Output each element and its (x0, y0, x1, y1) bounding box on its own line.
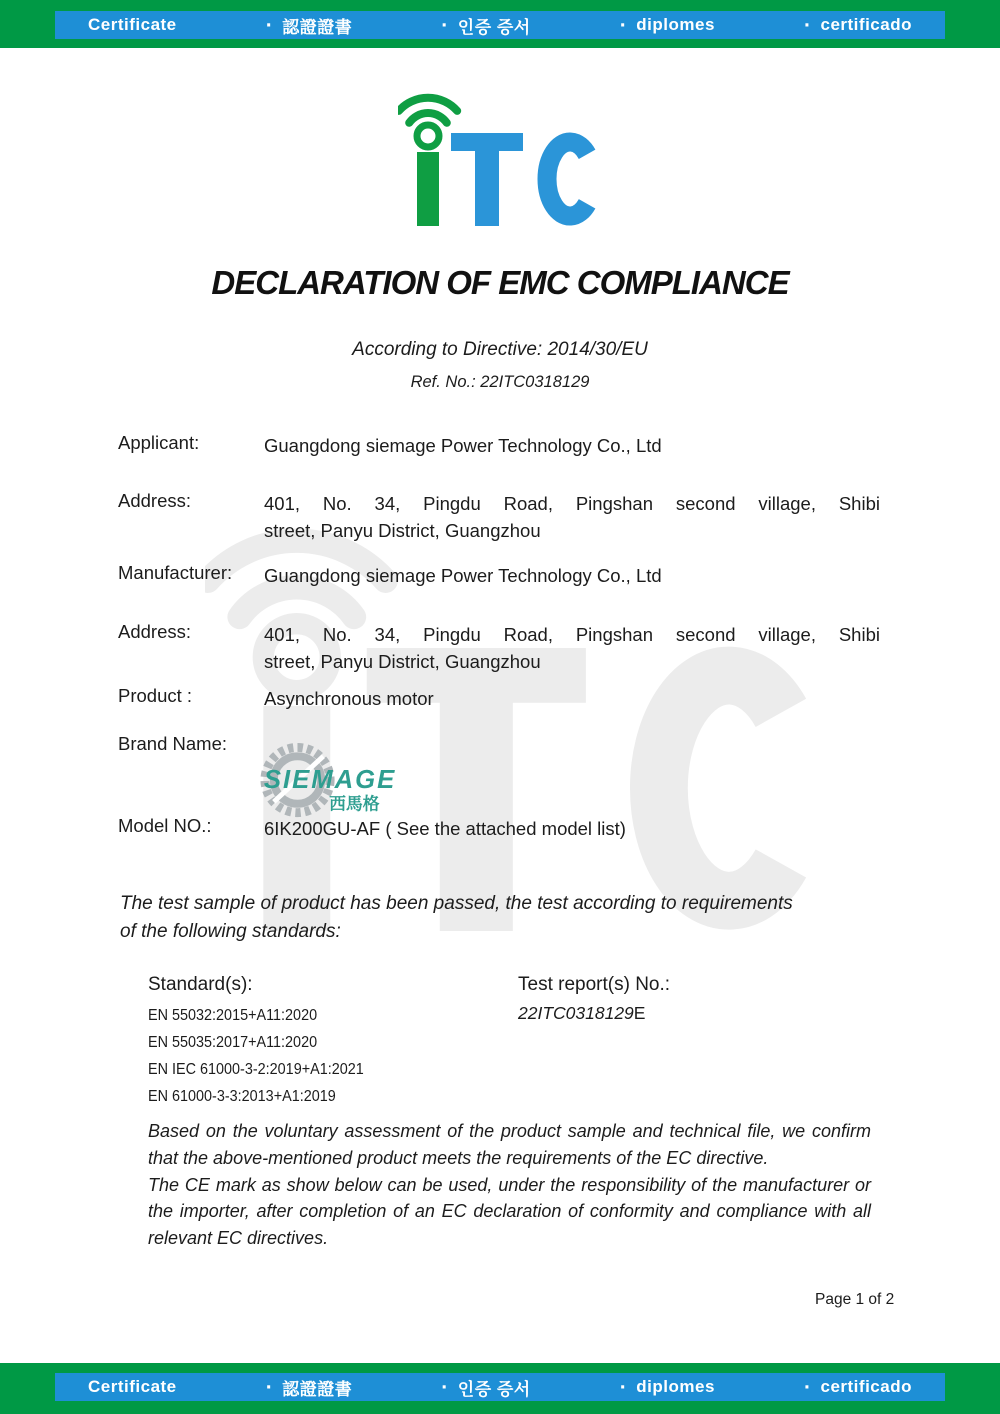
banner-label: 認證證書 (282, 1379, 353, 1399)
address-line: street, Panyu District, Guangzhou (264, 520, 541, 541)
conclusion-line: Based on the voluntary assessment of the product sample and technical file, we confirm (148, 1121, 871, 1141)
conclusion-line: that the above-mentioned product meets the requirements of the EC directive. (148, 1147, 769, 1168)
bullet-icon: · (804, 1375, 812, 1399)
address-value (264, 490, 880, 544)
intro-line: The test sample of product has been passed, the test according to requirements (120, 893, 793, 914)
brand-name-label: Brand Name: (118, 733, 227, 754)
banner-label: Certificate (88, 15, 177, 34)
banner-item-certificate (88, 1377, 177, 1397)
banner-label: diplomes (636, 1377, 715, 1396)
banner-item-korean (441, 1375, 530, 1400)
bullet-icon: · (265, 1375, 274, 1399)
banner-item-korean (441, 13, 530, 38)
banner-item-diplomes (620, 15, 715, 36)
standards-heading: Standard(s): (148, 974, 253, 995)
conclusion-paragraph (148, 1118, 871, 1252)
report-number-suffix: E (633, 1003, 646, 1023)
conclusion-line: The CE mark as show below can be used, under the responsibility of the manufacturer or (148, 1174, 871, 1195)
applicant-value: Guangdong siemage Power Technology Co., Ltd (264, 435, 662, 456)
manufacturer-value: Guangdong siemage Power Technology Co., Ltd (264, 565, 662, 586)
product-value: Asynchronous motor (264, 688, 434, 709)
banner-label: certificado (820, 1377, 912, 1396)
page-title: DECLARATION OF EMC COMPLIANCE (211, 264, 789, 301)
address-label: Address: (118, 621, 192, 642)
siemage-brand-logo (258, 740, 426, 824)
standard-item: EN 61000-3-3:2013+A1:2019 (148, 1088, 336, 1105)
conclusion-line: the importer, after completion of an EC declaration of conformity and compliance with all (148, 1201, 871, 1222)
wifi-arc-icon (399, 98, 457, 111)
page-number: Page 1 of 2 (815, 1291, 895, 1308)
intro-line: of the following standards: (120, 920, 341, 942)
banner-item-certificado (804, 15, 912, 36)
directive-line: According to Directive: 2014/30/EU (352, 339, 648, 360)
banner-label: 인증 증서 (457, 17, 531, 37)
address-label: Address: (118, 490, 192, 511)
address-line: 401, No. 34, Pingdu Road, Pingshan second village, Shibi (264, 624, 880, 645)
standards-list (148, 1002, 388, 1110)
logo-letter-c (547, 142, 587, 216)
standard-item: EN 55032:2015+A11:2020 (148, 1007, 318, 1024)
bullet-icon: · (265, 13, 274, 37)
banner-label: 認證證書 (282, 17, 353, 37)
conclusion-line: relevant EC directives. (148, 1228, 329, 1249)
test-report-heading: Test report(s) No.: (518, 974, 671, 995)
test-report-number (518, 1003, 645, 1024)
logo-i-stem (417, 152, 439, 226)
banner-label: Certificate (88, 1377, 177, 1396)
standard-item: EN IEC 61000-3-2:2019+A1:2021 (148, 1061, 364, 1078)
siemage-cjk-text: 西馬格 (329, 794, 380, 814)
logo-letter-t (475, 133, 499, 226)
banner-label: certificado (820, 15, 912, 34)
itc-logo (398, 86, 608, 226)
bullet-icon: · (441, 1375, 449, 1399)
banner-item-diplomes (620, 1377, 715, 1398)
model-no-value: 6IK200GU-AF ( See the attached model list) (264, 818, 626, 839)
wifi-arc-icon (409, 113, 447, 123)
banner-label: diplomes (636, 15, 715, 34)
report-number-italic: 22ITC0318129 (518, 1003, 634, 1023)
banner-item-certificado (804, 1377, 912, 1398)
logo-i-dot (417, 125, 439, 147)
ref-number-line: Ref. No.: 22ITC0318129 (410, 373, 590, 391)
banner-item-chinese (266, 13, 353, 38)
siemage-wordmark: SIEMAGE (263, 765, 397, 794)
banner-item-chinese (266, 1375, 353, 1400)
address-value (264, 621, 880, 675)
standard-item: EN 55035:2017+A11:2020 (148, 1034, 318, 1051)
bullet-icon: · (804, 13, 812, 37)
model-no-label: Model NO.: (118, 815, 212, 836)
address-line: street, Panyu District, Guangzhou (264, 651, 541, 672)
bullet-icon: · (619, 13, 628, 37)
bullet-icon: · (619, 1375, 628, 1399)
product-label: Product : (118, 685, 193, 706)
bottom-banner (0, 1363, 1000, 1414)
manufacturer-label: Manufacturer: (118, 562, 233, 583)
address-line: 401, No. 34, Pingdu Road, Pingshan second village, Shibi (264, 493, 880, 514)
top-banner-bar (55, 11, 945, 39)
top-banner (0, 0, 1000, 48)
banner-label: 인증 증서 (457, 1379, 531, 1399)
bullet-icon: · (441, 13, 449, 37)
intro-paragraph (120, 890, 880, 945)
banner-item-certificate (88, 15, 177, 35)
bottom-banner-bar (55, 1373, 945, 1401)
applicant-label: Applicant: (118, 432, 200, 453)
